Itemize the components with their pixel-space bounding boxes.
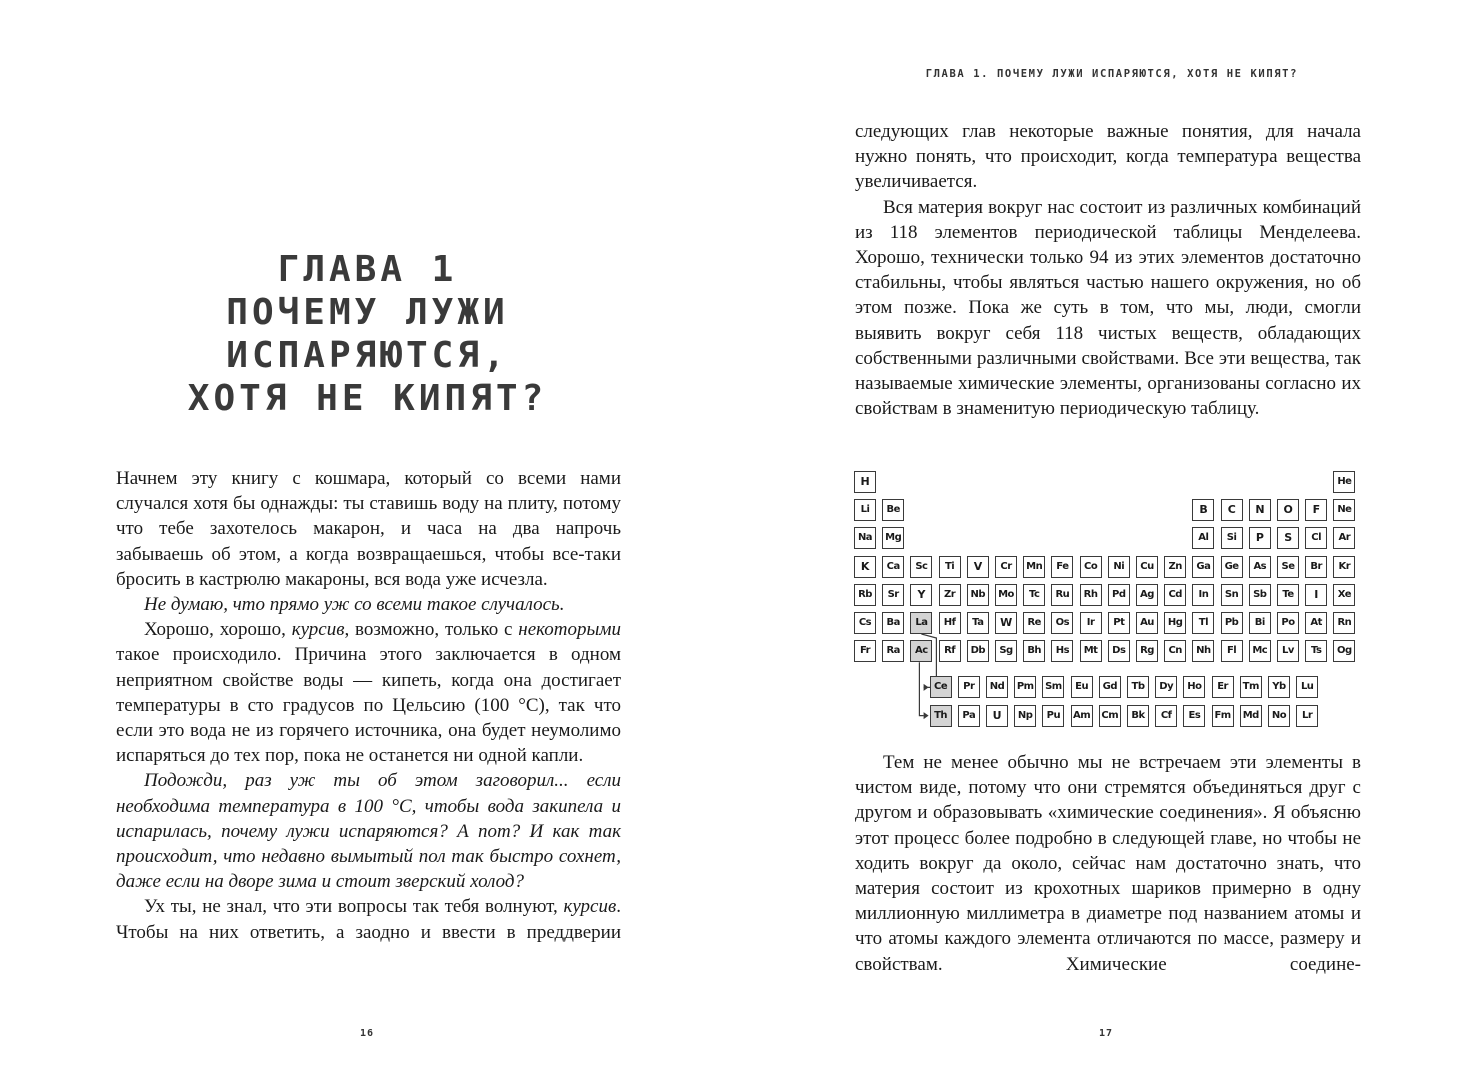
element-zn: Zn [1164, 556, 1186, 578]
element-er: Er [1212, 676, 1234, 698]
actinide-connector-line [919, 662, 923, 715]
element-sm: Sm [1042, 676, 1064, 698]
element-cm: Cm [1099, 705, 1121, 727]
element-o: O [1277, 499, 1299, 521]
element-k: K [854, 556, 876, 578]
element-la: La [910, 612, 932, 634]
element-at: At [1305, 612, 1327, 634]
element-pd: Pd [1108, 584, 1130, 606]
element-yb: Yb [1268, 676, 1290, 698]
element-y: Y [910, 584, 932, 606]
element-p: P [1249, 527, 1271, 549]
element-db: Db [967, 640, 989, 662]
paragraph [116, 617, 621, 768]
text-run: такое происходило. Причина этого заключается в одном неприятном свойстве воды — кипеть, когда она достигает температуры в сто градусов по Цельсию (100 °C), так что если это вода не из горячего источника, она будет неумолимо испаряться до тех пор, пока не останется ни одной капли. [116, 644, 621, 767]
element-gd: Gd [1099, 676, 1121, 698]
element-os: Os [1051, 612, 1073, 634]
element-bk: Bk [1127, 705, 1149, 727]
element-rb: Rb [854, 584, 876, 606]
chapter-title [115, 248, 620, 420]
text-run: Хорошо, хорошо, [144, 619, 292, 641]
periodic-table-figure [854, 471, 1364, 731]
element-si: Si [1221, 527, 1243, 549]
element-n: N [1249, 499, 1271, 521]
element-sg: Sg [995, 640, 1017, 662]
paragraph: Вся материя вокруг нас состоит из различных комбинаций из 118 элементов периодической таблицы Менделеева. Хорошо, технически только 94 из этих элементов достаточно стабильны, чтобы являться частью нашего окружения, но об этом позже. Пока же суть в том, что мы, люди, смогли выявить вокруг себя 118 чистых веществ, обладающих собственными различными свойствами. Все эти вещества, так называемые химические элементы, организованы согласно их свойствам в знаменитую периодическую таблицу. [855, 196, 1361, 420]
element-as: As [1249, 556, 1271, 578]
element-ta: Ta [967, 612, 989, 634]
lanthanide-arrow-icon [924, 684, 929, 691]
chapter-title-line: ХОТЯ НЕ КИПЯТ? [187, 378, 548, 419]
element-b: B [1192, 499, 1214, 521]
page-number: 17 [1099, 1028, 1114, 1039]
italic-run: некоторыми [518, 619, 622, 641]
element-pa: Pa [958, 705, 980, 727]
element-ds: Ds [1108, 640, 1130, 662]
element-sb: Sb [1249, 584, 1271, 606]
element-s: S [1277, 527, 1299, 549]
element-lu: Lu [1296, 676, 1318, 698]
element-ru: Ru [1051, 584, 1073, 606]
element-c: C [1221, 499, 1243, 521]
element-sc: Sc [910, 556, 932, 578]
element-hs: Hs [1051, 640, 1073, 662]
element-cu: Cu [1136, 556, 1158, 578]
element-cl: Cl [1305, 527, 1327, 549]
element-cf: Cf [1155, 705, 1177, 727]
element-pb: Pb [1221, 612, 1243, 634]
left-body-text [116, 466, 621, 945]
element-nh: Nh [1192, 640, 1214, 662]
element-pu: Pu [1042, 705, 1064, 727]
element-in: In [1192, 584, 1214, 606]
element-ni: Ni [1108, 556, 1130, 578]
element-zr: Zr [939, 584, 961, 606]
element-mg: Mg [882, 527, 904, 549]
element-rg: Rg [1136, 640, 1158, 662]
element-ac: Ac [910, 640, 932, 662]
element-h: H [854, 471, 876, 493]
element-ge: Ge [1221, 556, 1243, 578]
italic-run: курсив [291, 619, 345, 641]
paragraph: Начнем эту книгу с кошмара, который со всеми нами случался хотя бы однажды: ты ставишь воду на плиту, потому что тебе захотелось макарон, и часа на два напрочь забываешь об этом, а когда возвращаешься, чтобы все-таки бросить в кастрюлю макароны, вся вода уже исчезла. [116, 468, 621, 590]
element-rf: Rf [939, 640, 961, 662]
element-np: Np [1014, 705, 1036, 727]
right-body-text-top [855, 119, 1361, 421]
left-page [0, 0, 738, 1080]
element-hg: Hg [1164, 612, 1186, 634]
element-hf: Hf [939, 612, 961, 634]
element-te: Te [1277, 584, 1299, 606]
paragraph: следующих глав некоторые важные понятия, для начала нужно понять, что происходит, когда температура вещества увеличивается. [855, 121, 1361, 193]
element-co: Co [1080, 556, 1102, 578]
element-f: F [1305, 499, 1327, 521]
element-ba: Ba [882, 612, 904, 634]
element-lr: Lr [1296, 705, 1318, 727]
element-tl: Tl [1192, 612, 1214, 634]
element-sr: Sr [882, 584, 904, 606]
element-mn: Mn [1023, 556, 1045, 578]
right-body-text-bottom [855, 750, 1361, 977]
actinide-arrow-icon [924, 712, 929, 719]
element-ts: Ts [1305, 640, 1327, 662]
element-og: Og [1333, 640, 1355, 662]
page-number: 16 [360, 1028, 375, 1039]
element-mo: Mo [995, 584, 1017, 606]
element-v: V [967, 556, 989, 578]
element-bi: Bi [1249, 612, 1271, 634]
element-md: Md [1240, 705, 1262, 727]
chapter-title-line: ПОЧЕМУ ЛУЖИ [226, 292, 509, 333]
element-kr: Kr [1333, 556, 1355, 578]
paragraph: Тем не менее обычно мы не встречаем эти элементы в чистом виде, потому что они стремятся объединяться друг с другом и образовывать «химические соединения». Я объясню этот процесс более подробно в следующей главе, но чтобы не ходить вокруг да около, сейчас нам достаточно знать, что материя состоит из крохотных шариков примерно в одну миллионную миллиметра в диаметре под названием атомы и что атомы каждого элемента отличаются по массе, размеру и свойствам. Химические соедине- [855, 752, 1361, 975]
element-he: He [1333, 471, 1355, 493]
element-be: Be [882, 499, 904, 521]
element-au: Au [1136, 612, 1158, 634]
element-mt: Mt [1080, 640, 1102, 662]
element-fl: Fl [1221, 640, 1243, 662]
element-re: Re [1023, 612, 1045, 634]
element-al: Al [1192, 527, 1214, 549]
element-fr: Fr [854, 640, 876, 662]
text-run: , возможно, только с [344, 619, 519, 641]
chapter-title-line: ГЛАВА 1 [277, 249, 458, 290]
element-lv: Lv [1277, 640, 1299, 662]
element-ga: Ga [1192, 556, 1214, 578]
italic-run: курсив [563, 896, 617, 918]
element-ca: Ca [882, 556, 904, 578]
text-run: Ух ты, не знал, что эти вопросы так тебя волнуют, [144, 896, 564, 918]
element-pr: Pr [958, 676, 980, 698]
element-se: Se [1277, 556, 1299, 578]
element-nb: Nb [967, 584, 989, 606]
element-rh: Rh [1080, 584, 1102, 606]
element-ar: Ar [1333, 527, 1355, 549]
element-li: Li [854, 499, 876, 521]
element-nd: Nd [986, 676, 1008, 698]
element-mc: Mc [1249, 640, 1271, 662]
element-na: Na [854, 527, 876, 549]
element-fm: Fm [1212, 705, 1234, 727]
element-ra: Ra [882, 640, 904, 662]
element-eu: Eu [1071, 676, 1093, 698]
italic-paragraph: Подожди, раз уж ты об этом заговорил... если необходима температура в 100 °C, чтобы вода закипела и испарилась, почему лужи испаряются? А пот? И как так происходит, что недавно вымытый пол так быстро сохнет, даже если на дворе зима и стоит зверский холод? [116, 770, 621, 893]
element-no: No [1268, 705, 1290, 727]
element-es: Es [1183, 705, 1205, 727]
element-cr: Cr [995, 556, 1017, 578]
element-rn: Rn [1333, 612, 1355, 634]
element-tm: Tm [1240, 676, 1262, 698]
element-pm: Pm [1014, 676, 1036, 698]
text-run: . Чтобы на них ответить, а заодно и ввести в преддверии [116, 896, 621, 943]
right-page [738, 0, 1477, 1080]
element-cd: Cd [1164, 584, 1186, 606]
element-bh: Bh [1023, 640, 1045, 662]
element-xe: Xe [1333, 584, 1355, 606]
element-u: U [986, 705, 1008, 727]
element-pt: Pt [1108, 612, 1130, 634]
running-header: ГЛАВА 1. ПОЧЕМУ ЛУЖИ ИСПАРЯЮТСЯ, ХОТЯ НЕ КИПЯТ? [925, 68, 1298, 80]
element-ce: Ce [930, 676, 952, 698]
element-sn: Sn [1221, 584, 1243, 606]
element-ho: Ho [1183, 676, 1205, 698]
element-i: I [1305, 584, 1327, 606]
element-ne: Ne [1333, 499, 1355, 521]
element-am: Am [1071, 705, 1093, 727]
element-tb: Tb [1127, 676, 1149, 698]
element-tc: Tc [1023, 584, 1045, 606]
element-cs: Cs [854, 612, 876, 634]
element-br: Br [1305, 556, 1327, 578]
italic-paragraph: Не думаю, что прямо уж со всеми такое случалось. [144, 594, 565, 616]
element-th: Th [930, 705, 952, 727]
element-ag: Ag [1136, 584, 1158, 606]
chapter-title-line: ИСПАРЯЮТСЯ, [226, 335, 509, 376]
element-ir: Ir [1080, 612, 1102, 634]
element-w: W [995, 612, 1017, 634]
element-fe: Fe [1051, 556, 1073, 578]
element-ti: Ti [939, 556, 961, 578]
paragraph [116, 894, 621, 944]
element-cn: Cn [1164, 640, 1186, 662]
element-po: Po [1277, 612, 1299, 634]
element-dy: Dy [1155, 676, 1177, 698]
